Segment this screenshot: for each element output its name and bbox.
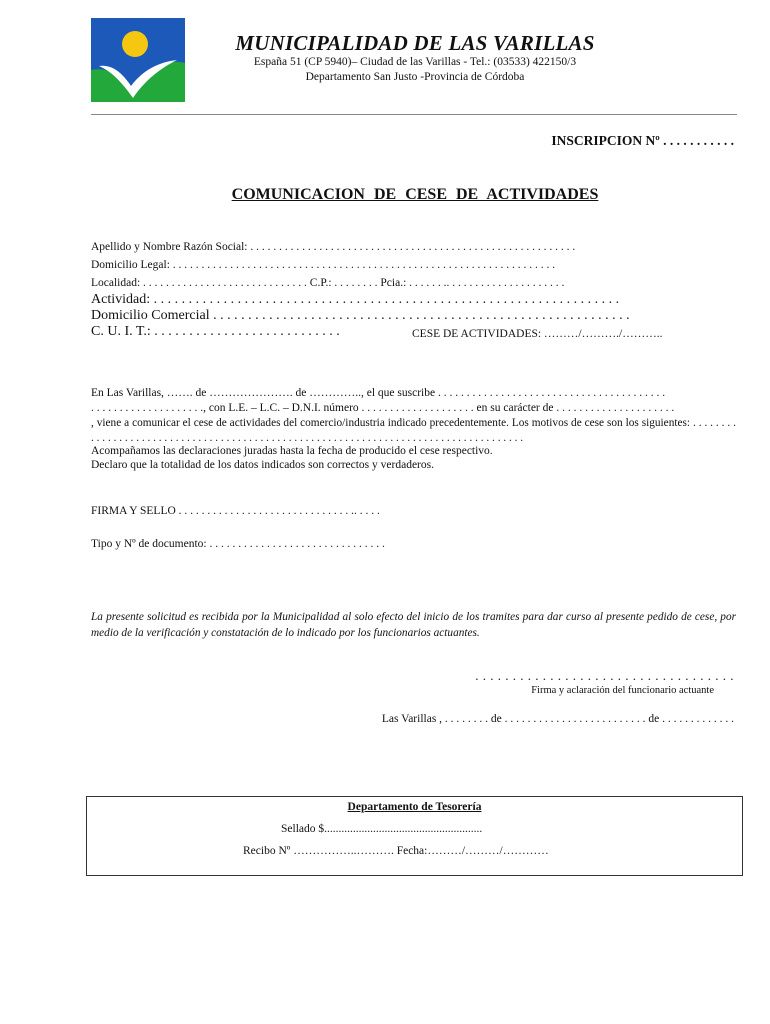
declaration-line-4: Acompañamos las declaraciones juradas hasta la fecha de producido el cese respectivo.	[91, 445, 493, 457]
field-cese-fecha[interactable]: CESE DE ACTIVIDADES: ………/………./………..	[412, 328, 663, 340]
address-line-1: España 51 (CP 5940)– Ciudad de las Varillas - Tel.: (03533) 422150/3	[253, 56, 577, 68]
address-line-2: Departamento San Justo -Provincia de Córdoba	[305, 71, 525, 83]
firma-sello-field[interactable]: FIRMA Y SELLO . . . . . . . . . . . . . . . . . . . . . . . . . . . . . . .. . . . .	[91, 505, 380, 517]
declaration-line-1: En Las Varillas, ……. de …………………. de ………….., el que suscribe . . . . . . . . . . . . . . . . . . . . . . . . . . . . . . . . . . . . . . . .	[91, 387, 666, 399]
place-date-line[interactable]: Las Varillas , . . . . . . . . de . . . . . . . . . . . . . . . . . . . . . . . . . de . . . . . . . . . . . . .	[381, 713, 734, 725]
declaration-line-5: Declaro que la totalidad de los datos indicados son correctos y verdaderos.	[91, 459, 434, 471]
recibo-field[interactable]: Recibo Nº ……………..………. Fecha:………/………/…………	[243, 845, 549, 857]
inscripcion-number: INSCRIPCION Nº . . . . . . . . . . .	[551, 133, 734, 148]
form-title: COMUNICACION DE CESE DE ACTIVIDADES	[231, 186, 599, 203]
sellado-field[interactable]: Sellado $.......................................................	[281, 823, 483, 835]
tipo-documento-field[interactable]: Tipo y Nº de documento: . . . . . . . . . . . . . . . . . . . . . . . . . . . . . . .	[91, 538, 385, 550]
field-localidad[interactable]: Localidad: . . . . . . . . . . . . . . . . . . . . . . . . . . . . . C.P.: . . . . . . . . Pcia.: . . . . . . .. . . . . . . . . . . . . . . . . . . . .	[91, 277, 565, 289]
official-signature-caption: Firma y aclaración del funcionario actuante	[531, 685, 714, 696]
header-divider	[91, 114, 737, 115]
official-signature-line[interactable]: . . . . . . . . . . . . . . . . . . . . . . . . . . . . . . . . . . .	[475, 668, 734, 683]
tesoreria-box	[86, 796, 743, 876]
field-cuit[interactable]: C. U. I. T.: . . . . . . . . . . . . . . . . . . . . . . . . . . .	[91, 324, 340, 339]
field-domicilio-comercial[interactable]: Domicilio Comercial . . . . . . . . . . . . . . . . . . . . . . . . . . . . . . . . . . . . . . . . . . . . . . . . . . . . . . . . . . . .	[91, 308, 630, 323]
field-domicilio-legal[interactable]: Domicilio Legal: . . . . . . . . . . . . . . . . . . . . . . . . . . . . . . . . . . . . . . . . . . . . . . . . . . . . . . . . . . . . . . . . . . .	[91, 259, 556, 271]
field-actividad[interactable]: Actividad: . . . . . . . . . . . . . . . . . . . . . . . . . . . . . . . . . . . . . . . . . . . . . . . . . . . . . . . . . . . . . . . . . . .	[91, 292, 620, 307]
declaration-line-2: . . . . . . . . . . . . . . . . . . . ., con L.E. – L.C. – D.N.I. número . . . . . . . . . . . . . . . . . . . . en su carácter de . . . . . . . . . . . . . . . . . . . . .	[91, 402, 675, 414]
field-apellido[interactable]: Apellido y Nombre Razón Social: . . . . . . . . . . . . . . . . . . . . . . . . . . . . . . . . . . . . . . . . . . . . . . . . . . . . . . . . .	[91, 241, 576, 253]
notice-text: La presente solicitud es recibida por la Municipalidad al solo efecto del inicio de los tramites para dar curso al presente pedido de cese, por medio de la verificación y constatación de lo indicado por los funcionarios actuantes.	[91, 611, 736, 639]
municipality-title: MUNICIPALIDAD DE LAS VARILLAS	[235, 31, 595, 55]
declaration-line-3: , viene a comunicar el cese de actividades del comercio/industria indicado precedentemente. Los motivos de cese son los siguientes: . . . . . . . . . . . . . . . . . . . . . . . . . . . . . . . . . . . . . . . . . . . . . . . . . . . . . . . . . . . . . . . . . . . . . . . . . . . . . . . . . . . . .	[91, 417, 736, 444]
tesoreria-title: Departamento de Tesorería	[347, 801, 482, 813]
